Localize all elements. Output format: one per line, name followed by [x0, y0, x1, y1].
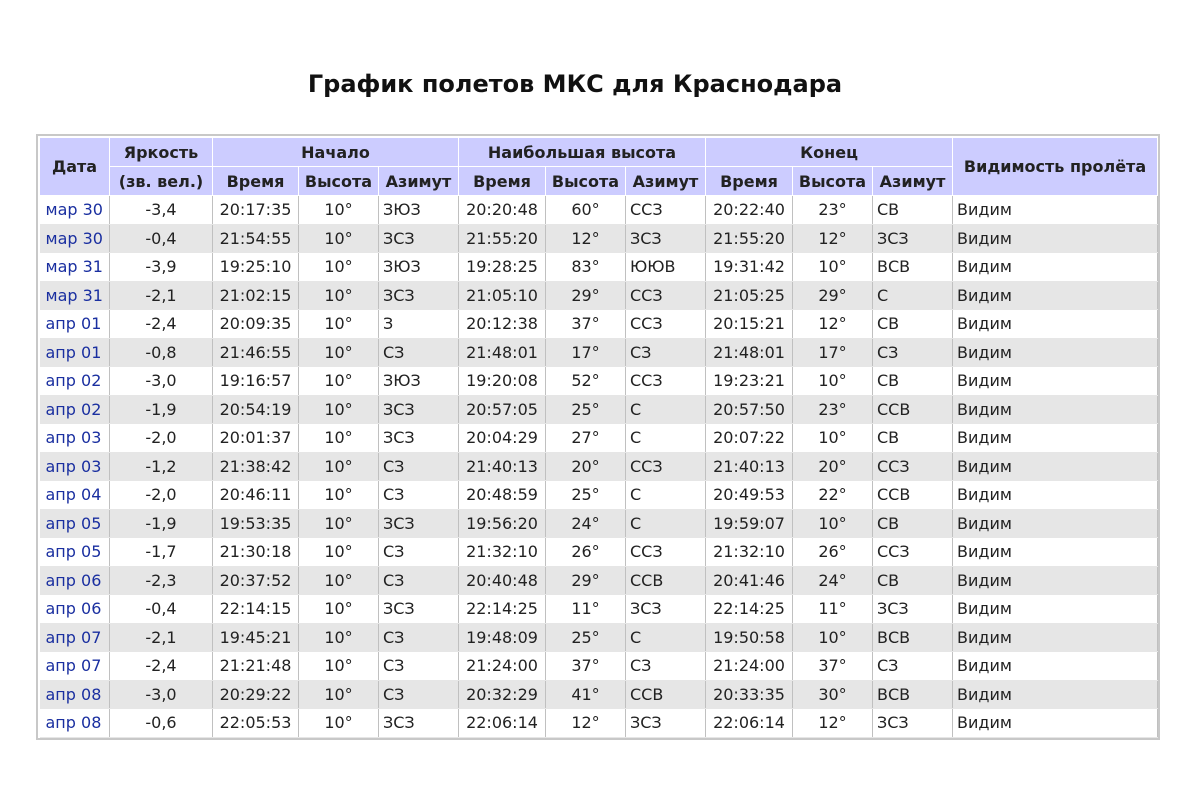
- end-time-cell: 21:40:13: [706, 452, 793, 481]
- end-altitude-cell: 20°: [793, 452, 873, 481]
- peak-altitude-cell: 29°: [546, 566, 626, 595]
- visibility-cell: Видим: [953, 680, 1158, 709]
- start-time-cell: 21:30:18: [213, 538, 299, 567]
- start-azimuth-cell: ЗЮЗ: [379, 367, 459, 396]
- end-azimuth-cell: СЗ: [873, 338, 953, 367]
- end-altitude-cell: 17°: [793, 338, 873, 367]
- peak-azimuth-cell: ЗСЗ: [626, 595, 706, 624]
- peak-azimuth-cell: С: [626, 623, 706, 652]
- peak-altitude-cell: 25°: [546, 481, 626, 510]
- end-azimuth-cell: СВ: [873, 367, 953, 396]
- start-azimuth-cell: ЗСЗ: [379, 224, 459, 253]
- end-altitude-cell: 23°: [793, 395, 873, 424]
- start-altitude-cell: 10°: [299, 538, 379, 567]
- peak-altitude-cell: 29°: [546, 281, 626, 310]
- end-azimuth-cell: ССЗ: [873, 452, 953, 481]
- table-row: [40, 395, 1158, 424]
- end-time-cell: 20:57:50: [706, 395, 793, 424]
- table-row: [40, 481, 1158, 510]
- peak-time-cell: 20:32:29: [459, 680, 546, 709]
- visibility-cell: Видим: [953, 424, 1158, 453]
- peak-azimuth-cell: ЗСЗ: [626, 709, 706, 738]
- brightness-cell: -2,0: [110, 481, 213, 510]
- visibility-cell: Видим: [953, 709, 1158, 738]
- visibility-cell: Видим: [953, 395, 1158, 424]
- peak-time-cell: 19:20:08: [459, 367, 546, 396]
- end-altitude-cell: 30°: [793, 680, 873, 709]
- visibility-cell: Видим: [953, 338, 1158, 367]
- start-altitude-cell: 10°: [299, 424, 379, 453]
- brightness-cell: -2,4: [110, 652, 213, 681]
- end-azimuth-cell: ССВ: [873, 481, 953, 510]
- brightness-cell: -3,9: [110, 253, 213, 282]
- table-row: [40, 538, 1158, 567]
- date-link[interactable]: мар 31: [40, 281, 110, 310]
- start-altitude-cell: 10°: [299, 709, 379, 738]
- start-time-cell: 20:17:35: [213, 196, 299, 225]
- header-end-time: Время: [706, 167, 793, 196]
- peak-altitude-cell: 25°: [546, 395, 626, 424]
- table-row: [40, 253, 1158, 282]
- end-time-cell: 20:07:22: [706, 424, 793, 453]
- date-link[interactable]: апр 07: [40, 623, 110, 652]
- end-azimuth-cell: ВСВ: [873, 253, 953, 282]
- start-time-cell: 22:14:15: [213, 595, 299, 624]
- peak-altitude-cell: 41°: [546, 680, 626, 709]
- peak-azimuth-cell: С: [626, 395, 706, 424]
- start-altitude-cell: 10°: [299, 395, 379, 424]
- end-azimuth-cell: СВ: [873, 509, 953, 538]
- peak-time-cell: 19:28:25: [459, 253, 546, 282]
- peak-time-cell: 20:12:38: [459, 310, 546, 339]
- end-time-cell: 20:41:46: [706, 566, 793, 595]
- peak-altitude-cell: 12°: [546, 224, 626, 253]
- start-time-cell: 19:25:10: [213, 253, 299, 282]
- date-link[interactable]: мар 30: [40, 196, 110, 225]
- end-azimuth-cell: СЗ: [873, 652, 953, 681]
- start-azimuth-cell: СЗ: [379, 623, 459, 652]
- date-link[interactable]: апр 01: [40, 310, 110, 339]
- brightness-cell: -1,7: [110, 538, 213, 567]
- end-azimuth-cell: СВ: [873, 566, 953, 595]
- start-time-cell: 19:16:57: [213, 367, 299, 396]
- brightness-cell: -0,6: [110, 709, 213, 738]
- peak-altitude-cell: 83°: [546, 253, 626, 282]
- end-altitude-cell: 10°: [793, 424, 873, 453]
- start-azimuth-cell: З: [379, 310, 459, 339]
- table-row: [40, 281, 1158, 310]
- visibility-cell: Видим: [953, 481, 1158, 510]
- peak-azimuth-cell: ЗСЗ: [626, 224, 706, 253]
- start-azimuth-cell: СЗ: [379, 481, 459, 510]
- visibility-cell: Видим: [953, 253, 1158, 282]
- end-altitude-cell: 10°: [793, 509, 873, 538]
- date-link[interactable]: апр 07: [40, 652, 110, 681]
- start-time-cell: 20:46:11: [213, 481, 299, 510]
- peak-azimuth-cell: ССЗ: [626, 196, 706, 225]
- start-time-cell: 22:05:53: [213, 709, 299, 738]
- end-time-cell: 20:22:40: [706, 196, 793, 225]
- date-link[interactable]: апр 01: [40, 338, 110, 367]
- visibility-cell: Видим: [953, 224, 1158, 253]
- date-link[interactable]: апр 02: [40, 395, 110, 424]
- brightness-cell: -2,0: [110, 424, 213, 453]
- end-altitude-cell: 26°: [793, 538, 873, 567]
- header-end-altitude: Высота: [793, 167, 873, 196]
- end-azimuth-cell: ЗСЗ: [873, 224, 953, 253]
- peak-time-cell: 22:06:14: [459, 709, 546, 738]
- start-time-cell: 20:01:37: [213, 424, 299, 453]
- end-altitude-cell: 12°: [793, 224, 873, 253]
- peak-altitude-cell: 12°: [546, 709, 626, 738]
- start-altitude-cell: 10°: [299, 253, 379, 282]
- start-time-cell: 21:21:48: [213, 652, 299, 681]
- header-peak: Наибольшая высота: [459, 138, 706, 167]
- header-brightness: Яркость: [110, 138, 213, 167]
- start-altitude-cell: 10°: [299, 509, 379, 538]
- start-azimuth-cell: ЗСЗ: [379, 424, 459, 453]
- peak-time-cell: 20:57:05: [459, 395, 546, 424]
- end-time-cell: 19:31:42: [706, 253, 793, 282]
- header-start-azimuth: Азимут: [379, 167, 459, 196]
- start-azimuth-cell: ЗСЗ: [379, 509, 459, 538]
- end-time-cell: 19:50:58: [706, 623, 793, 652]
- table-row: [40, 509, 1158, 538]
- peak-altitude-cell: 37°: [546, 652, 626, 681]
- peak-altitude-cell: 37°: [546, 310, 626, 339]
- peak-azimuth-cell: ССВ: [626, 566, 706, 595]
- peak-time-cell: 20:04:29: [459, 424, 546, 453]
- peak-azimuth-cell: ССЗ: [626, 538, 706, 567]
- start-azimuth-cell: СЗ: [379, 538, 459, 567]
- peak-azimuth-cell: С: [626, 424, 706, 453]
- header-start-time: Время: [213, 167, 299, 196]
- end-altitude-cell: 37°: [793, 652, 873, 681]
- start-altitude-cell: 10°: [299, 367, 379, 396]
- brightness-cell: -1,9: [110, 509, 213, 538]
- end-time-cell: 22:06:14: [706, 709, 793, 738]
- start-altitude-cell: 10°: [299, 310, 379, 339]
- peak-azimuth-cell: С: [626, 509, 706, 538]
- date-link[interactable]: апр 08: [40, 709, 110, 738]
- end-altitude-cell: 22°: [793, 481, 873, 510]
- start-altitude-cell: 10°: [299, 595, 379, 624]
- peak-altitude-cell: 20°: [546, 452, 626, 481]
- end-azimuth-cell: СВ: [873, 424, 953, 453]
- start-azimuth-cell: СЗ: [379, 652, 459, 681]
- peak-altitude-cell: 24°: [546, 509, 626, 538]
- brightness-cell: -2,3: [110, 566, 213, 595]
- peak-azimuth-cell: ССЗ: [626, 281, 706, 310]
- peak-time-cell: 21:48:01: [459, 338, 546, 367]
- start-azimuth-cell: ЗСЗ: [379, 595, 459, 624]
- header-row-top: [40, 138, 1158, 167]
- visibility-cell: Видим: [953, 538, 1158, 567]
- iss-schedule-table-frame: [36, 134, 1160, 740]
- end-altitude-cell: 12°: [793, 310, 873, 339]
- table-row: [40, 566, 1158, 595]
- table-row: [40, 224, 1158, 253]
- peak-azimuth-cell: С: [626, 481, 706, 510]
- peak-azimuth-cell: ЮЮВ: [626, 253, 706, 282]
- visibility-cell: Видим: [953, 310, 1158, 339]
- start-azimuth-cell: СЗ: [379, 566, 459, 595]
- header-brightness-unit: (зв. вел.): [110, 167, 213, 196]
- peak-time-cell: 21:24:00: [459, 652, 546, 681]
- end-azimuth-cell: ССВ: [873, 395, 953, 424]
- start-time-cell: 21:38:42: [213, 452, 299, 481]
- date-link[interactable]: апр 06: [40, 566, 110, 595]
- visibility-cell: Видим: [953, 367, 1158, 396]
- brightness-cell: -0,4: [110, 595, 213, 624]
- peak-altitude-cell: 52°: [546, 367, 626, 396]
- end-azimuth-cell: СВ: [873, 310, 953, 339]
- start-azimuth-cell: СЗ: [379, 680, 459, 709]
- brightness-cell: -1,9: [110, 395, 213, 424]
- end-altitude-cell: 11°: [793, 595, 873, 624]
- header-peak-azimuth: Азимут: [626, 167, 706, 196]
- end-altitude-cell: 10°: [793, 623, 873, 652]
- brightness-cell: -3,4: [110, 196, 213, 225]
- end-azimuth-cell: ЗСЗ: [873, 595, 953, 624]
- start-azimuth-cell: ЗСЗ: [379, 281, 459, 310]
- start-time-cell: 20:54:19: [213, 395, 299, 424]
- start-time-cell: 19:53:35: [213, 509, 299, 538]
- brightness-cell: -3,0: [110, 680, 213, 709]
- peak-altitude-cell: 11°: [546, 595, 626, 624]
- brightness-cell: -2,1: [110, 623, 213, 652]
- table-row: [40, 424, 1158, 453]
- start-altitude-cell: 10°: [299, 281, 379, 310]
- visibility-cell: Видим: [953, 281, 1158, 310]
- end-altitude-cell: 10°: [793, 253, 873, 282]
- end-time-cell: 21:48:01: [706, 338, 793, 367]
- end-time-cell: 22:14:25: [706, 595, 793, 624]
- start-time-cell: 20:29:22: [213, 680, 299, 709]
- peak-time-cell: 21:55:20: [459, 224, 546, 253]
- start-altitude-cell: 10°: [299, 224, 379, 253]
- table-row: [40, 680, 1158, 709]
- end-azimuth-cell: С: [873, 281, 953, 310]
- start-azimuth-cell: ЗСЗ: [379, 395, 459, 424]
- peak-altitude-cell: 26°: [546, 538, 626, 567]
- table-row: [40, 709, 1158, 738]
- peak-time-cell: 19:48:09: [459, 623, 546, 652]
- peak-azimuth-cell: ССВ: [626, 680, 706, 709]
- header-start-altitude: Высота: [299, 167, 379, 196]
- peak-altitude-cell: 60°: [546, 196, 626, 225]
- end-altitude-cell: 29°: [793, 281, 873, 310]
- visibility-cell: Видим: [953, 595, 1158, 624]
- visibility-cell: Видим: [953, 509, 1158, 538]
- end-time-cell: 19:23:21: [706, 367, 793, 396]
- brightness-cell: -1,2: [110, 452, 213, 481]
- visibility-cell: Видим: [953, 623, 1158, 652]
- date-link[interactable]: мар 30: [40, 224, 110, 253]
- end-time-cell: 20:49:53: [706, 481, 793, 510]
- start-altitude-cell: 10°: [299, 338, 379, 367]
- table-row: [40, 310, 1158, 339]
- header-date: Дата: [40, 138, 110, 196]
- end-time-cell: 19:59:07: [706, 509, 793, 538]
- start-azimuth-cell: СЗ: [379, 452, 459, 481]
- peak-time-cell: 21:05:10: [459, 281, 546, 310]
- start-altitude-cell: 10°: [299, 652, 379, 681]
- page-title: График полетов МКС для Краснодара: [307, 70, 843, 98]
- peak-altitude-cell: 25°: [546, 623, 626, 652]
- start-azimuth-cell: ЗЮЗ: [379, 253, 459, 282]
- end-time-cell: 20:33:35: [706, 680, 793, 709]
- end-altitude-cell: 24°: [793, 566, 873, 595]
- start-time-cell: 20:09:35: [213, 310, 299, 339]
- visibility-cell: Видим: [953, 652, 1158, 681]
- brightness-cell: -3,0: [110, 367, 213, 396]
- brightness-cell: -2,4: [110, 310, 213, 339]
- peak-time-cell: 20:20:48: [459, 196, 546, 225]
- end-azimuth-cell: ВСВ: [873, 623, 953, 652]
- brightness-cell: -0,4: [110, 224, 213, 253]
- table-row: [40, 652, 1158, 681]
- table-row: [40, 452, 1158, 481]
- start-altitude-cell: 10°: [299, 623, 379, 652]
- peak-time-cell: 21:32:10: [459, 538, 546, 567]
- start-altitude-cell: 10°: [299, 680, 379, 709]
- table-row: [40, 367, 1158, 396]
- brightness-cell: -0,8: [110, 338, 213, 367]
- table-body: [40, 196, 1158, 738]
- table-row: [40, 623, 1158, 652]
- visibility-cell: Видим: [953, 452, 1158, 481]
- peak-azimuth-cell: ССЗ: [626, 367, 706, 396]
- date-link[interactable]: апр 05: [40, 538, 110, 567]
- start-altitude-cell: 10°: [299, 196, 379, 225]
- date-link[interactable]: апр 02: [40, 367, 110, 396]
- end-altitude-cell: 23°: [793, 196, 873, 225]
- peak-azimuth-cell: СЗ: [626, 338, 706, 367]
- date-link[interactable]: апр 03: [40, 424, 110, 453]
- peak-time-cell: 20:40:48: [459, 566, 546, 595]
- header-end-azimuth: Азимут: [873, 167, 953, 196]
- end-time-cell: 21:05:25: [706, 281, 793, 310]
- end-azimuth-cell: ЗСЗ: [873, 709, 953, 738]
- start-azimuth-cell: СЗ: [379, 338, 459, 367]
- end-time-cell: 21:55:20: [706, 224, 793, 253]
- start-time-cell: 21:54:55: [213, 224, 299, 253]
- table-row: [40, 595, 1158, 624]
- end-altitude-cell: 10°: [793, 367, 873, 396]
- peak-azimuth-cell: СЗ: [626, 652, 706, 681]
- end-time-cell: 21:32:10: [706, 538, 793, 567]
- header-start: Начало: [213, 138, 459, 167]
- peak-time-cell: 22:14:25: [459, 595, 546, 624]
- brightness-cell: -2,1: [110, 281, 213, 310]
- end-time-cell: 20:15:21: [706, 310, 793, 339]
- start-azimuth-cell: ЗЮЗ: [379, 196, 459, 225]
- start-altitude-cell: 10°: [299, 452, 379, 481]
- peak-altitude-cell: 17°: [546, 338, 626, 367]
- iss-schedule-table: [39, 137, 1158, 738]
- peak-azimuth-cell: ССЗ: [626, 452, 706, 481]
- date-link[interactable]: апр 08: [40, 680, 110, 709]
- date-link[interactable]: апр 03: [40, 452, 110, 481]
- peak-altitude-cell: 27°: [546, 424, 626, 453]
- end-azimuth-cell: ССЗ: [873, 538, 953, 567]
- start-time-cell: 19:45:21: [213, 623, 299, 652]
- peak-time-cell: 21:40:13: [459, 452, 546, 481]
- start-time-cell: 20:37:52: [213, 566, 299, 595]
- peak-time-cell: 19:56:20: [459, 509, 546, 538]
- table-row: [40, 196, 1158, 225]
- date-link[interactable]: апр 04: [40, 481, 110, 510]
- start-time-cell: 21:46:55: [213, 338, 299, 367]
- end-time-cell: 21:24:00: [706, 652, 793, 681]
- start-altitude-cell: 10°: [299, 566, 379, 595]
- start-time-cell: 21:02:15: [213, 281, 299, 310]
- header-peak-time: Время: [459, 167, 546, 196]
- visibility-cell: Видим: [953, 196, 1158, 225]
- peak-time-cell: 20:48:59: [459, 481, 546, 510]
- peak-azimuth-cell: ССЗ: [626, 310, 706, 339]
- visibility-cell: Видим: [953, 566, 1158, 595]
- date-link[interactable]: мар 31: [40, 253, 110, 282]
- start-altitude-cell: 10°: [299, 481, 379, 510]
- end-azimuth-cell: СВ: [873, 196, 953, 225]
- date-link[interactable]: апр 05: [40, 509, 110, 538]
- start-azimuth-cell: ЗСЗ: [379, 709, 459, 738]
- header-peak-altitude: Высота: [546, 167, 626, 196]
- header-end: Конец: [706, 138, 953, 167]
- date-link[interactable]: апр 06: [40, 595, 110, 624]
- table-row: [40, 338, 1158, 367]
- end-azimuth-cell: ВСВ: [873, 680, 953, 709]
- end-altitude-cell: 12°: [793, 709, 873, 738]
- header-visibility: Видимость пролёта: [953, 138, 1158, 196]
